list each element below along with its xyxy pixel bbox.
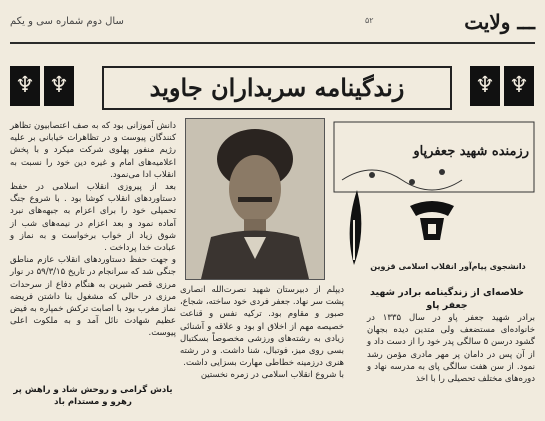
tulip-icon: ♆ bbox=[470, 66, 500, 106]
issue-info: سال دوم شماره سی و یکم bbox=[10, 16, 124, 27]
portrait-icon bbox=[186, 119, 324, 279]
university-emblem-icon bbox=[400, 196, 464, 248]
article-column-left: دانش آموزانی بود که به صف اعتصابیون تظاهر کنندگان پیوست و در تظاهرات خیابانی بر علیه رژیم منفور پهلوی شرکت میکرد و با پخش اعلامیه‌های امام و غیره دین خود را نسبت به انقلاب ادا می‌نمود. بعد از پیروزی انقلاب اسلامی در حفظ دستاوردهای انقلاب کوشا بود . با شروع جنگ تحمیلی خود را برای اعزام به جبهه‌های نبرد آماده نمود و بعد اعزام در نیمه‌های شب از شوق زیاد از خواب برخواست و به نماز و عبادت خدا پرداخت . و جهت حفظ دستاوردهای انقلاب عازم مناطق جنگی شد که سرانجام در تاریخ ۵۹/۳/۱۵ در نوار مرزی قصر شیرین به هنگام دفاع از سرحدات مرزی در حالی که مشغول بنا داشتن فریضه نماز مغرب بود با اصابت ترکش خمپاره به فیض عظیم شهادت نائل آمد و به ملکوت اعلی پیوست. bbox=[10, 121, 176, 339]
emblem-caption: دانشجوی پیام‌آور انقلاب اسلامی قزوین bbox=[370, 262, 526, 271]
tulip-icon: ♆ bbox=[44, 66, 74, 106]
article-column-middle: دیپلم از دبیرستان شهید نصرت‌الله انصاری پشت سر نهاد. جعفر فردی خود ساخته، شجاع، صبور و مقاوم بود. ترکیه نفس و قناعت خصیصه مهم از اخلاق او بود و علاقه و آشنائی زیادی به رشته‌های ورزشی مخصوصاً بسکتبال بسی روی میز، فوتبال، شنا داشت. و در رشته هنری درزمینه خطاطی مهارت بسزایی داشت. با شروع انقلاب اسلامی در زمره نخستین bbox=[180, 285, 344, 381]
page-number: ۵۲ bbox=[365, 16, 374, 25]
martyr-portrait bbox=[185, 118, 325, 280]
sidebar-title: رزمنده شهید جعفرپاو bbox=[413, 144, 529, 159]
article-closing: یادش گرامی و روحش شاد و راهش پر رهرو و مستدام باد bbox=[13, 385, 173, 407]
page-title: زندگینامه سربداران جاوید bbox=[102, 66, 452, 110]
masthead-title: ـــ ولایت bbox=[464, 10, 535, 34]
tulip-icon: ♆ bbox=[10, 66, 40, 106]
article-subhead: خلاصه‌ای از زندگینامه برادر شهید جعفر پاو bbox=[370, 287, 524, 311]
tulip-icon: ♆ bbox=[504, 66, 534, 106]
article-column-right: برادر شهید جعفر پاو در سال ۱۳۳۵ در خانواده‌ای مستضعف ولی متدین دیده بجهان گشود درسن ۵ سالگی پدر خود را از دست داد و از آن پس در دامان پر مهر مادری مؤمن رشد نمود. از سن هفت سالگی پای به مدرسه نهاد و دوره‌های مختلف تحصیلی را با اخذ bbox=[367, 313, 535, 385]
divider bbox=[10, 42, 535, 44]
banner bbox=[10, 66, 534, 110]
